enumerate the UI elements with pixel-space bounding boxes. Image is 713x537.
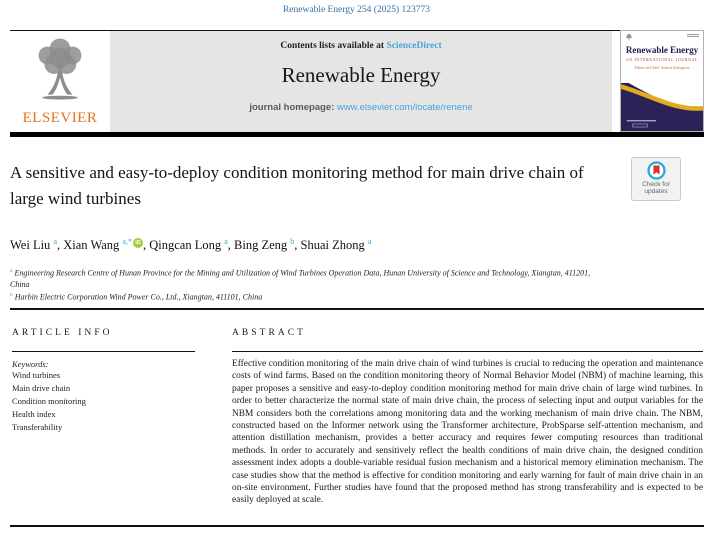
cover-journal-title: Renewable Energy — [625, 45, 699, 55]
keyword: Health index — [12, 409, 56, 419]
abstract-heading: ABSTRACT — [232, 322, 703, 352]
journal-citation: Renewable Energy 254 (2025) 123773 — [282, 5, 431, 15]
keyword-list — [12, 369, 195, 434]
section-divider-rule — [10, 308, 704, 310]
cover-top-row — [621, 31, 703, 43]
cover-mini-tree-icon — [625, 33, 633, 42]
cover-subtitle: AN INTERNATIONAL JOURNAL — [625, 57, 699, 62]
elsevier-logo — [10, 33, 110, 131]
abstract-section — [232, 322, 703, 507]
banner-journal-name: Renewable Energy — [281, 63, 441, 87]
author: Xian Wang $^{a,*}$ — [63, 237, 132, 253]
header-bottom-rule — [10, 132, 704, 137]
author: Bing Zeng $^b$ — [234, 237, 295, 253]
homepage-label: journal homepage: — [249, 102, 337, 113]
author-list: Wei Liu $^a$, Xian Wang $^{a,*}$ iD , Qingcan Long $^a$, Bing Zeng $^b$, Shuai Zhong $^a$ — [10, 237, 372, 253]
cover-issue-text — [687, 34, 699, 38]
affiliation-list — [10, 266, 610, 302]
keyword: Main drive chain — [12, 383, 71, 393]
keyword: Wind turbines — [12, 370, 61, 380]
author: Qingcan Long $^a$ — [149, 237, 228, 253]
contents-prefix: Contents lists available at — [280, 41, 387, 51]
contents-line — [110, 41, 612, 51]
author: Wei Liu $^a$ — [10, 237, 57, 253]
homepage-line — [110, 102, 612, 113]
affiliation: $^a$ Engineering Research Centre of Hunan Province for the Mining and Utilization of Wind Turbines Operation Data, Hunan University of Science and Technology, Xiangtan, 411201, China — [10, 268, 591, 289]
orcid-icon[interactable]: iD — [133, 238, 143, 248]
cover-artwork — [621, 83, 703, 131]
cover-editor-line: Editor-in-Chief: Soteris Kalogirou — [634, 65, 690, 70]
check-updates-badge[interactable] — [631, 157, 681, 201]
article-info-heading: ARTICLE INFO — [12, 322, 195, 352]
check-updates-icon — [647, 161, 666, 180]
journal-cover-thumbnail[interactable] — [620, 30, 704, 132]
article-title: A sensitive and easy-to-deploy condition monitoring method for main drive chain of large wind turbines — [10, 163, 584, 208]
abstract-text: Effective condition monitoring of the main drive chain of wind turbines is crucial to reducing the operation and maintenance costs of wind farms. Based on the condition monitoring theory of Normal Behavior Model (NBM) of machine learning, this paper proposes a sensitive and easy-to-deploy condition monitoring method for main drive chain of large wind turbines. In order to better characterize the normal state of main drive chain, the process of selecting input and output variables for the NBM considers both the correlations among monitoring data and the working mechanism of main drive chain. The NBM, constructed based on the Informer network using the Transformer architecture, ProbSparse self-attention mechanism, and attention distillation mechanism, provides a better accuracy and requires fewer computing resources than traditional methods. In order to accurately and sensitively reflect the health conditions of main drive chain, the designed condition assessment index adopts a double-variable residual fusion mechanism and a historical memory elimination mechanism. The case studies show that the method is effective for condition monitoring and early warning for fault of main drive chain in an on-site environment. Further studies have found that the proposed method has strong transferability and is expected to be easily deployed at scale. — [232, 359, 703, 506]
sciencedirect-link[interactable]: ScienceDirect — [386, 41, 442, 51]
keywords-label: Keywords: — [12, 359, 49, 369]
journal-banner — [110, 31, 612, 132]
footer-rule — [10, 525, 704, 527]
author: Shuai Zhong $^a$ — [300, 237, 372, 253]
elsevier-tree-icon — [23, 33, 97, 109]
elsevier-wordmark: ELSEVIER — [22, 110, 98, 126]
homepage-link[interactable]: www.elsevier.com/locate/renene — [336, 102, 473, 113]
affiliation: $^b$ Harbin Electric Corporation Wind Power Co., Ltd., Xiangtan, 411101, China — [10, 291, 263, 302]
keyword: Condition monitoring — [12, 396, 86, 406]
article-info-section — [12, 322, 195, 434]
badge-label: Check for updates — [642, 181, 670, 195]
keyword: Transferability — [12, 422, 63, 432]
